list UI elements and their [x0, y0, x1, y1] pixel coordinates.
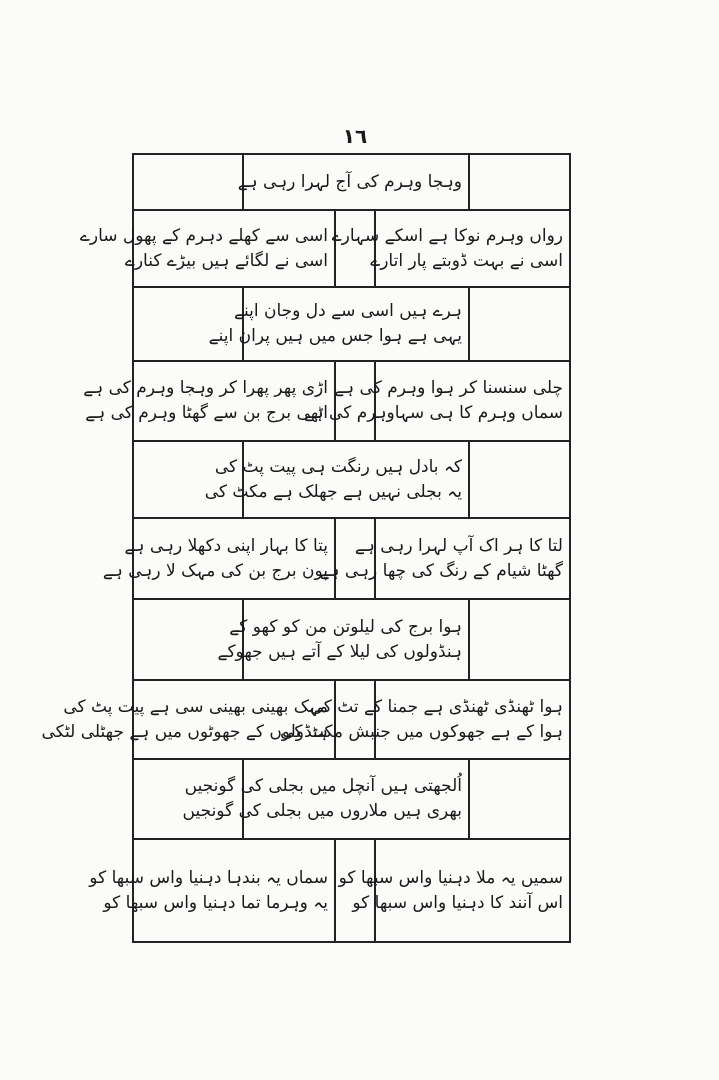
verse-line: بھری ہیں ملاروں میں بجلی کی گونجیں [182, 801, 462, 821]
verse-line: اڑی پھر پھرا کر وہجا وہرم کی ہے [83, 378, 328, 399]
verse-line: ہوا برج کی لیلوتن من کو کھو کے [229, 616, 462, 637]
verse-line: اسی نے لگائے ہیں بیڑے کنارے [124, 250, 328, 271]
verse-line: ہنڈولوں کی لیلا کے آتے ہیں جھوکے [217, 641, 462, 662]
couplet-right-cell [338, 840, 569, 941]
verse-line: کہ بادل ہیں رنگت ہی پیت پٹ کی [214, 456, 462, 477]
refrain-row [134, 758, 569, 838]
verse-line: اٹھی برج بن سے گھٹا وہرم کی ہے [85, 403, 328, 423]
couplet-left-cell [102, 519, 334, 598]
verse-line: ہوا کے ہے جھوکوں میں جنبش مکٹ کی [280, 721, 563, 742]
refrain-cell [208, 288, 470, 360]
refrain-row [134, 598, 569, 679]
verse-line: وہجا وہرم کی آج لہرا رہی ہے [237, 171, 462, 192]
couplet-row [89, 838, 569, 941]
verse-line: ہوا ٹھنڈی ٹھنڈی ہے جمنا کے تٹ کی [309, 696, 563, 717]
couplet-left-cell [79, 211, 334, 286]
verse-line: ہرے ہیں اسی سے دل وجان اپنے [234, 301, 462, 322]
verse-line: یہ بجلی نہیں ہے جھلک ہے مکٹ کی [204, 481, 462, 502]
verse-line: چلی سنسنا کر ہوا وہرم کی ہے [334, 378, 563, 399]
verse-line: ہنڈولوں کے جھوٹوں میں ہے جھٹلی لٹکی [41, 721, 328, 742]
refrain-row [134, 286, 569, 360]
verse-line: سماں یہ بندہا دہنیا واس سبھا کو [89, 867, 328, 888]
couplet-row [83, 360, 569, 440]
table-bottom-rule [134, 941, 569, 943]
column-divider [334, 211, 336, 286]
verse-line: گھٹا شیام کے رنگ کی چھا رہی ہے [319, 560, 563, 581]
verse-line: سماں وہرم کا ہی سہاوہرم کی ہے [303, 403, 563, 423]
refrain-row [134, 440, 569, 517]
couplet-left-cell [89, 840, 334, 941]
couplet-right-cell [331, 211, 569, 286]
verse-line: لتا کا ہر اک آپ لہرا رہی ہے [354, 535, 563, 556]
refrain-cell [217, 600, 470, 679]
couplet-row [41, 679, 569, 758]
couplet-right-cell [280, 681, 569, 758]
verse-line: یہ وہرما تما دہنیا واس سبھا کو [103, 892, 328, 913]
verse-line: اسی سے کھلے دہرم کے پھول سارے [79, 225, 328, 246]
couplet-row [102, 517, 569, 598]
page-number: ١٦ [342, 124, 368, 148]
verse-line: رواں وہرم نوکا ہے اسکے سہارے [331, 225, 563, 246]
verse-line: اُلجھتی ہیں آنچل میں بجلی کی گونجیں [184, 776, 462, 797]
verse-line: یہی ہے ہوا جس میں ہیں پران اپنے [208, 326, 462, 346]
refrain-cell [237, 155, 470, 209]
verse-line: اس آنند کا دہنیا واس سبھا کو [352, 892, 563, 913]
column-divider [334, 840, 336, 941]
refrain-cell [182, 760, 470, 838]
refrain-cell [204, 442, 470, 517]
couplet-right-cell [303, 362, 569, 440]
couplet-row [79, 209, 569, 286]
refrain-row [134, 153, 569, 209]
verse-line: مہک بھینی بھینی سی ہے پیت پٹ کی [63, 696, 328, 717]
verse-line: پتا کا بہار اپنی دکھلا رہی ہے [124, 535, 328, 556]
verse-line: سمیں یہ ملا دہنیا واس سبھا کو [338, 867, 563, 888]
verse-line: پون برج بن کی مہک لا رہی ہے [102, 560, 328, 581]
poem-table [41, 153, 571, 943]
couplet-right-cell [319, 519, 569, 598]
verse-line: اسی نے بہت ڈوبتے پار اتارے [370, 250, 563, 271]
